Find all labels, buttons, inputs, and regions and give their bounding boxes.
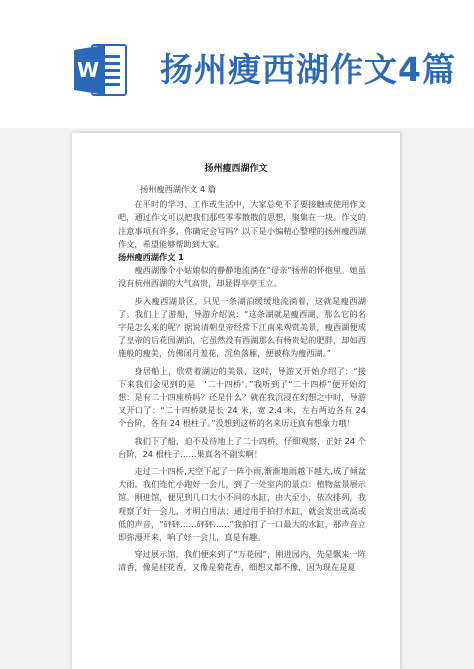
intro-paragraph: 在平时的学习、工作或生活中，大家总免不了要接触或使用作文吧，通过作文可以把我们那些零零散散的思想，聚集在一块。作文的注意事项有许多，你确定会写吗？以下是小编精心整理的扬州瘦西湖作文，希望能够帮助到大家。 [118,199,366,249]
paragraph: 穿过展示馆，我们便来到了“万花园”，刚进园内，先是飘来一阵清香，像是桂花香，又像是菊花香，细想又都不像，因为现在是夏 [118,549,366,573]
page-title: 扬州瘦西湖作文4篇 [160,50,456,89]
document-subtitle: 扬州瘦西湖作文 4 篇 [140,184,216,194]
word-document-icon [72,41,130,99]
document-title: 扬州瘦西湖作文 [204,164,268,174]
paragraph: 我们下了船，迫不及待地上了二十四桥，仔细观察，正好 24 个台阶，24 根柱子……果真名不副实啊！ [118,435,366,459]
paragraph: 身居船上，欣赏着湖边的美景，这时，导游又开始介绍了：“接下来我们会见到的是 ‘二十四桥’。”我听到了“二十四桥”便开始幻想：是有二十四座桥吗？还是什么？就在我沉浸在幻想之中时，导游又开口了：“二十四桥就是长 24 米，宽 2.4 米，左右两边各有 24 个台阶，各有 24 根柱子。”没想到这桥的名来历还真有想象力哦！ [118,365,366,429]
paragraph: 走过二十四桥,天空下起了一阵小雨,渐渐地雨越下越大,成了倾盆大雨。我们连忙小跑好一会儿，到了一处室内的景点：植物盆景展示馆。刚进馆，便见到几口大小不同的水缸，由大至小，依次排列，我观察了好一会儿，才明白用法：通过用手拍打水缸，就会发出或高或低的声音，“砰砰……砰砰……”我拍打了一口最大的水缸，那声音立即弥漫开来，响了好一会儿，真是有趣。 [118,466,366,543]
header-banner [0,0,474,128]
svg-text:W: W [76,58,100,82]
document-page [72,133,400,669]
paragraph: 瘦西湖像个小姑娘似的静静地流淌在“母亲”扬州的怀抱里。她虽没有杭州西湖的大气高贵，却显得亭亭玉立。 [118,265,366,289]
section-heading: 扬州瘦西湖作文 1 [118,252,184,263]
paragraph: 步入瘦西湖景区，只见一条湖泊缓缓地流淌着，这就是瘦西湖了。我们上了游船，导游介绍说：“这条湖就是瘦西湖，那么它的名字是怎么来的呢？据说清朝皇帝经常下江南来观赏美景，瘦西湖便成了皇帝的后花园湖泊，它虽然没有西湖那么有杨贵妃的肥胖，却如西施般的瘦美，仿佛闭月羞花，沉鱼落雁，便被称为瘦西湖。” [118,295,366,359]
document-body [118,183,366,575]
